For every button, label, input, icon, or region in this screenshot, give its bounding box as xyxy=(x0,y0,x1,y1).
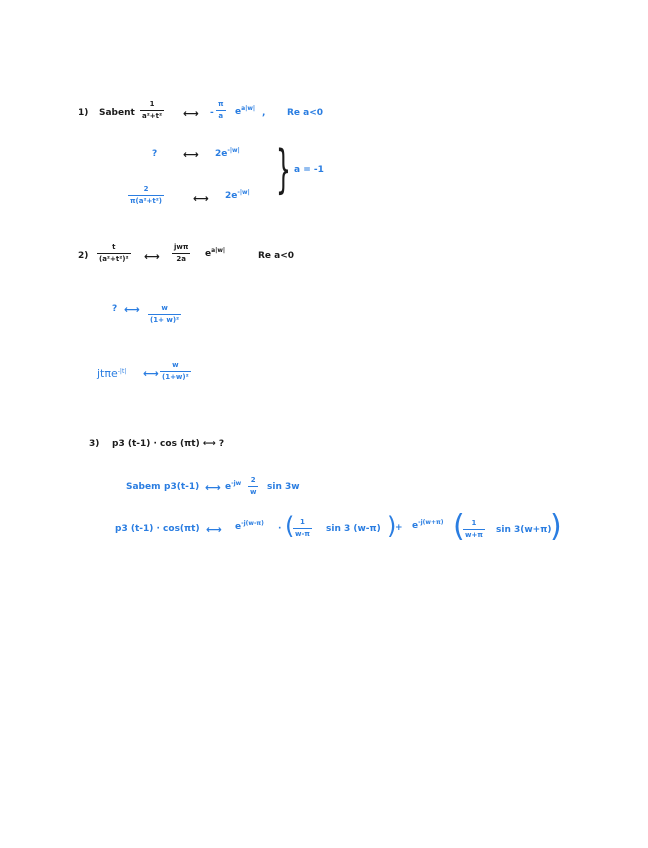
s1-minus: - xyxy=(210,108,214,118)
s3-plus: + xyxy=(395,523,403,533)
s3-fraction-2 xyxy=(463,520,485,539)
s2-fraction-1 xyxy=(97,244,131,263)
s1-condition: Re a<0 xyxy=(287,108,324,118)
a-value: a = -1 xyxy=(294,165,324,175)
left-paren-icon: ( xyxy=(285,512,295,540)
s2-fraction-1-den: (a²+t²)² xyxy=(99,255,129,263)
s1-fraction-2-den: a xyxy=(218,112,224,120)
exp-sup: -j(w+π) xyxy=(418,519,444,526)
s2-fraction-4 xyxy=(160,362,191,381)
section-2-number: 2) xyxy=(78,251,89,261)
s1-fraction-1 xyxy=(140,101,164,120)
s3-fraction-2-den: w+π xyxy=(465,531,483,539)
arrow-icon: ⟷ xyxy=(206,523,222,536)
s2-fraction-1-num: t xyxy=(112,243,116,251)
result-base: jtπe xyxy=(97,367,118,380)
s2-exponential xyxy=(205,247,226,259)
s3-sin: sin 3w xyxy=(267,482,300,492)
s3-dot: · xyxy=(278,524,282,534)
exp-base: e xyxy=(235,522,242,532)
s3-sin-1: sin 3 (w-π) xyxy=(326,524,381,534)
arrow-icon: ⟷ xyxy=(205,481,221,494)
s3-fraction-1 xyxy=(293,519,312,538)
s2-result xyxy=(97,368,126,379)
arrow-icon: ⟷ xyxy=(183,107,199,120)
s3-fraction-1-num: 1 xyxy=(300,518,305,526)
result-sup: -|w| xyxy=(237,189,250,196)
s2-question-mark: ? xyxy=(112,304,118,314)
s2-fraction-3-den: (1+ w)² xyxy=(150,316,180,324)
s2-fraction-4-den: (1+w)² xyxy=(162,373,189,381)
left-paren-icon: ( xyxy=(453,509,465,544)
s1-fraction-3-den: π(a²+t²) xyxy=(130,197,163,205)
s2-fraction-2-num: jwπ xyxy=(174,243,189,251)
s3-fraction-den: w xyxy=(250,488,257,496)
arrow-icon: ⟷ xyxy=(193,192,209,205)
exp-base: e xyxy=(205,249,212,259)
s1-fraction-3-num: 2 xyxy=(143,185,149,193)
s3-lhs: p3 (t-1) · cos(πt) xyxy=(115,524,200,534)
exp-base: e xyxy=(412,521,419,531)
s3-fraction-2-num: 1 xyxy=(471,519,477,527)
s3-p3-shifted: p3(t-1) xyxy=(164,482,200,492)
s2-fraction-2 xyxy=(172,244,190,263)
s3-fraction xyxy=(248,477,258,496)
s3-exp-1 xyxy=(235,520,264,532)
s2-fraction-4-num: w xyxy=(172,361,179,369)
arrow-icon: ⟷ xyxy=(183,148,199,161)
s1-fraction-3 xyxy=(128,186,164,205)
s1-fraction-1-den: a²+t² xyxy=(142,112,163,120)
s1-exponential xyxy=(235,105,256,117)
result-sup: -|w| xyxy=(227,147,240,154)
s1-question-mark: ? xyxy=(152,149,158,159)
s2-fraction-2-den: 2a xyxy=(176,255,186,263)
sabem-label: Sabem xyxy=(126,482,161,492)
exp-sup: a|w| xyxy=(241,105,256,112)
s1-result-2 xyxy=(225,189,250,201)
s1-fraction-1-num: 1 xyxy=(149,100,155,108)
section-1-number: 1) xyxy=(78,108,89,118)
s3-fraction-1-den: w-π xyxy=(295,530,310,538)
s3-question: p3 (t-1) · cos (πt) ⟷ ? xyxy=(112,439,225,449)
exp-sup: -jw xyxy=(231,480,242,487)
exp-base: e xyxy=(225,482,232,492)
s3-exp-2 xyxy=(412,519,444,531)
sabent-label: Sabent xyxy=(99,108,135,118)
result-base: 2e xyxy=(215,149,228,159)
s2-fraction-3 xyxy=(148,305,181,324)
right-paren-icon: ) xyxy=(550,509,562,544)
s1-result-1 xyxy=(215,147,240,159)
arrow-icon: ⟷ xyxy=(124,303,140,316)
section-3-number: 3) xyxy=(89,439,100,449)
s2-condition: Re a<0 xyxy=(258,251,295,261)
s1-comma: , xyxy=(262,108,266,118)
result-sup: -|t| xyxy=(117,368,127,375)
s3-exponential xyxy=(225,480,242,492)
exp-base: e xyxy=(235,107,242,117)
s1-fraction-2-num: π xyxy=(218,100,224,108)
s3-fraction-num: 2 xyxy=(250,476,256,484)
exp-sup: a|w| xyxy=(211,247,226,254)
arrow-icon: ⟷ xyxy=(144,250,160,263)
right-paren-icon: ) xyxy=(387,512,397,540)
result-base: 2e xyxy=(225,191,238,201)
s2-fraction-3-num: w xyxy=(161,304,168,312)
s3-sin-2: sin 3(w+π) xyxy=(496,525,552,535)
brace-icon: } xyxy=(276,140,291,200)
arrow-icon: ⟷ xyxy=(143,367,159,380)
exp-sup: -j(w-π) xyxy=(241,520,264,527)
s1-fraction-2 xyxy=(216,101,226,120)
